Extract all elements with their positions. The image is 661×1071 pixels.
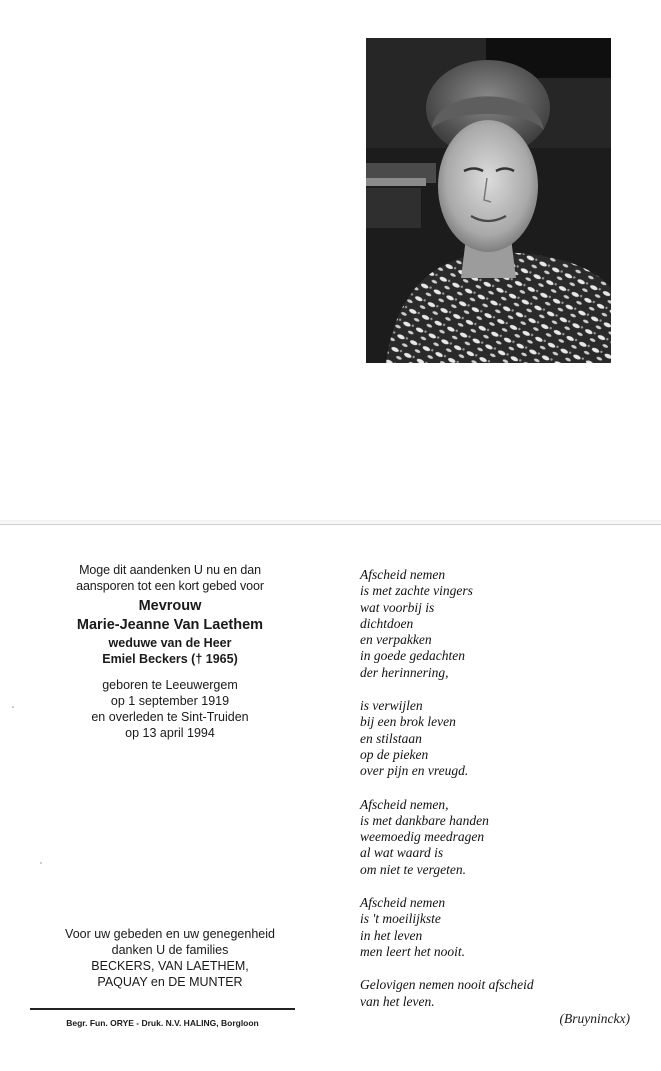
poem [360,567,640,1027]
poem-line: wat voorbij is [360,599,435,615]
birth-date: op 1 september 1919 [110,694,230,708]
poem-author: (Bruyninckx) [559,1011,630,1026]
death-place: en overleden te Sint-Truiden [91,710,249,724]
poem-line: en stilstaan [360,730,422,746]
paper-speck [40,862,42,864]
poem-line: van het leven. [360,993,435,1009]
poem-stanza [360,895,640,960]
thanks-line-1: Voor uw gebeden en uw genegenheid [65,927,275,941]
intro-line-2: aansporen tot een kort gebed voor [76,579,264,593]
poem-line: is verwijlen [360,698,423,714]
poem-line: men leert het nooit. [360,943,465,959]
poem-stanza [360,698,640,779]
poem-line: Afscheid nemen [360,895,446,911]
poem-line: en verpakken [360,632,432,648]
poem-stanza [360,977,640,1010]
poem-line: is met dankbare handen [360,812,489,828]
poem-line: weemoedig meedragen [360,829,485,845]
poem-line: al wat waard is [360,845,444,861]
intro-line-1: Moge dit aandenken U nu en dan [79,563,261,577]
poem-line: over pijn en vreugd. [360,763,469,779]
poem-line: in het leven [360,927,423,943]
portrait-illustration [366,38,611,363]
poem-line: der herinnering, [360,664,449,680]
poem-line: Afscheid nemen [360,567,446,582]
thanks-line-3: BECKERS, VAN LAETHEM, [91,959,249,973]
memorial-text [30,562,310,741]
paper-speck [12,706,14,708]
portrait-photo [366,38,611,363]
relation-line: weduwe van de Heer [108,636,232,650]
printer-divider [30,1008,295,1010]
thanks-line-2: danken U de families [111,943,229,957]
poem-line: dichtdoen [360,615,414,631]
poem-line: op de pieken [360,746,429,762]
poem-line: bij een brok leven [360,714,456,730]
family-thanks [30,926,310,990]
poem-line: is met zachte vingers [360,583,473,599]
thanks-line-4: PAQUAY en DE MUNTER [97,975,243,989]
poem-line: om niet te vergeten. [360,861,466,877]
poem-stanza [360,567,640,681]
death-date: op 13 april 1994 [125,726,215,740]
spouse-name: Emiel Beckers († 1965) [102,652,238,666]
poem-line: is 't moeilijkste [360,911,441,927]
life-dates [30,677,310,741]
honorific-title: Mevrouw [138,598,202,614]
birth-place: geboren te Leeuwergem [102,678,238,692]
printer-credit: Begr. Fun. ORYE - Druk. N.V. HALING, Borgloon [66,1018,259,1028]
poem-stanza [360,797,640,878]
deceased-name: Marie-Jeanne Van Laethem [76,617,264,633]
poem-line: Afscheid nemen, [360,796,449,812]
poem-line: in goede gedachten [360,648,465,664]
poem-line: Gelovigen nemen nooit afscheid [360,977,534,993]
